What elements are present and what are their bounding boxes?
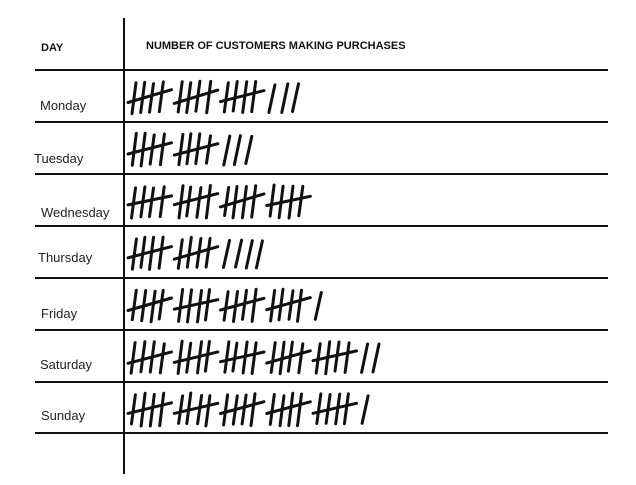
tally-stroke xyxy=(252,343,256,374)
tally-stroke xyxy=(159,82,163,112)
tally-stroke xyxy=(345,343,349,373)
tally-stroke xyxy=(197,188,201,218)
day-column-header: DAY xyxy=(41,42,64,54)
tally-stroke xyxy=(206,290,210,320)
tally-stroke xyxy=(251,394,255,426)
day-label-sunday: Sunday xyxy=(41,408,86,423)
tally-stroke xyxy=(298,394,302,426)
tally-stroke xyxy=(205,342,209,372)
tally-stroke xyxy=(362,344,368,372)
tally-stroke xyxy=(289,393,293,425)
tally-stroke xyxy=(224,292,228,321)
tally-stroke xyxy=(207,81,211,112)
tally-stroke xyxy=(270,395,274,425)
tally-stroke xyxy=(362,396,368,423)
tally-stroke xyxy=(293,84,299,112)
tally-stroke xyxy=(373,344,379,372)
tally-stroke xyxy=(179,396,183,424)
tally-layer xyxy=(128,81,379,426)
tally-stroke xyxy=(159,290,163,319)
tally-stroke xyxy=(271,343,275,373)
tally-stroke xyxy=(150,394,154,426)
tally-stroke xyxy=(225,188,229,216)
tally-stroke xyxy=(270,185,274,216)
day-label-thursday: Thursday xyxy=(38,250,93,265)
tally-stroke xyxy=(252,82,256,112)
tally-stroke xyxy=(242,395,246,424)
tally-stroke xyxy=(315,293,321,320)
tally-stroke xyxy=(131,343,135,374)
tally-stroke xyxy=(198,291,202,322)
day-label-tuesday: Tuesday xyxy=(34,151,84,166)
tally-stroke xyxy=(132,290,136,320)
tally-stroke xyxy=(317,394,321,424)
tally-stroke xyxy=(187,237,191,267)
day-label-wednesday: Wednesday xyxy=(41,205,110,220)
tally-stroke xyxy=(282,84,288,113)
tally-stroke xyxy=(299,186,303,215)
day-label-monday: Monday xyxy=(40,98,87,113)
tally-stroke xyxy=(252,289,256,321)
tally-stroke xyxy=(299,344,303,373)
tally-stroke xyxy=(178,240,182,269)
tally-stroke xyxy=(269,85,275,113)
tally-stroke xyxy=(132,133,136,165)
tally-stroke xyxy=(236,240,242,267)
tally-stroke xyxy=(206,396,210,426)
tally-stroke xyxy=(298,290,302,321)
tally-stroke xyxy=(224,83,228,112)
tally-stroke xyxy=(252,186,256,217)
tally-stroke xyxy=(151,291,155,322)
tally-stroke xyxy=(206,238,210,267)
tally-stroke xyxy=(224,240,230,267)
tally-stroke xyxy=(159,237,163,268)
tally-stroke xyxy=(160,344,164,373)
tally-stroke xyxy=(271,291,275,322)
tally-stroke xyxy=(198,396,202,424)
tally-stroke xyxy=(344,394,348,424)
tally-stroke xyxy=(160,134,164,165)
tally-stroke xyxy=(206,186,210,218)
tally-stroke xyxy=(246,241,252,268)
tally-stroke xyxy=(224,136,230,165)
tally-stroke xyxy=(150,188,154,217)
day-label-saturday: Saturday xyxy=(40,357,93,372)
count-column-header: NUMBER OF CUSTOMERS MAKING PURCHASES xyxy=(146,40,406,52)
tally-stroke xyxy=(160,393,164,425)
tally-stroke xyxy=(234,136,240,165)
tally-stroke xyxy=(242,187,246,218)
tally-stroke xyxy=(246,136,252,163)
tally-stroke xyxy=(179,290,183,322)
day-label-friday: Friday xyxy=(41,306,78,321)
tally-stroke xyxy=(207,136,211,163)
tally-stroke xyxy=(179,134,183,164)
tally-stroke xyxy=(224,395,228,425)
tally-stroke xyxy=(150,84,154,113)
tally-stroke xyxy=(132,239,136,269)
tally-stroke xyxy=(178,82,182,112)
tally-stroke xyxy=(225,342,229,372)
tally-stroke xyxy=(289,291,293,320)
tally-stroke xyxy=(160,187,164,217)
tally-stroke xyxy=(131,395,135,424)
tally-stroke xyxy=(141,342,145,372)
tally-stroke xyxy=(178,341,182,373)
tally-stroke xyxy=(256,241,262,268)
tally-stroke xyxy=(187,134,191,164)
tally-stroke xyxy=(132,83,136,114)
